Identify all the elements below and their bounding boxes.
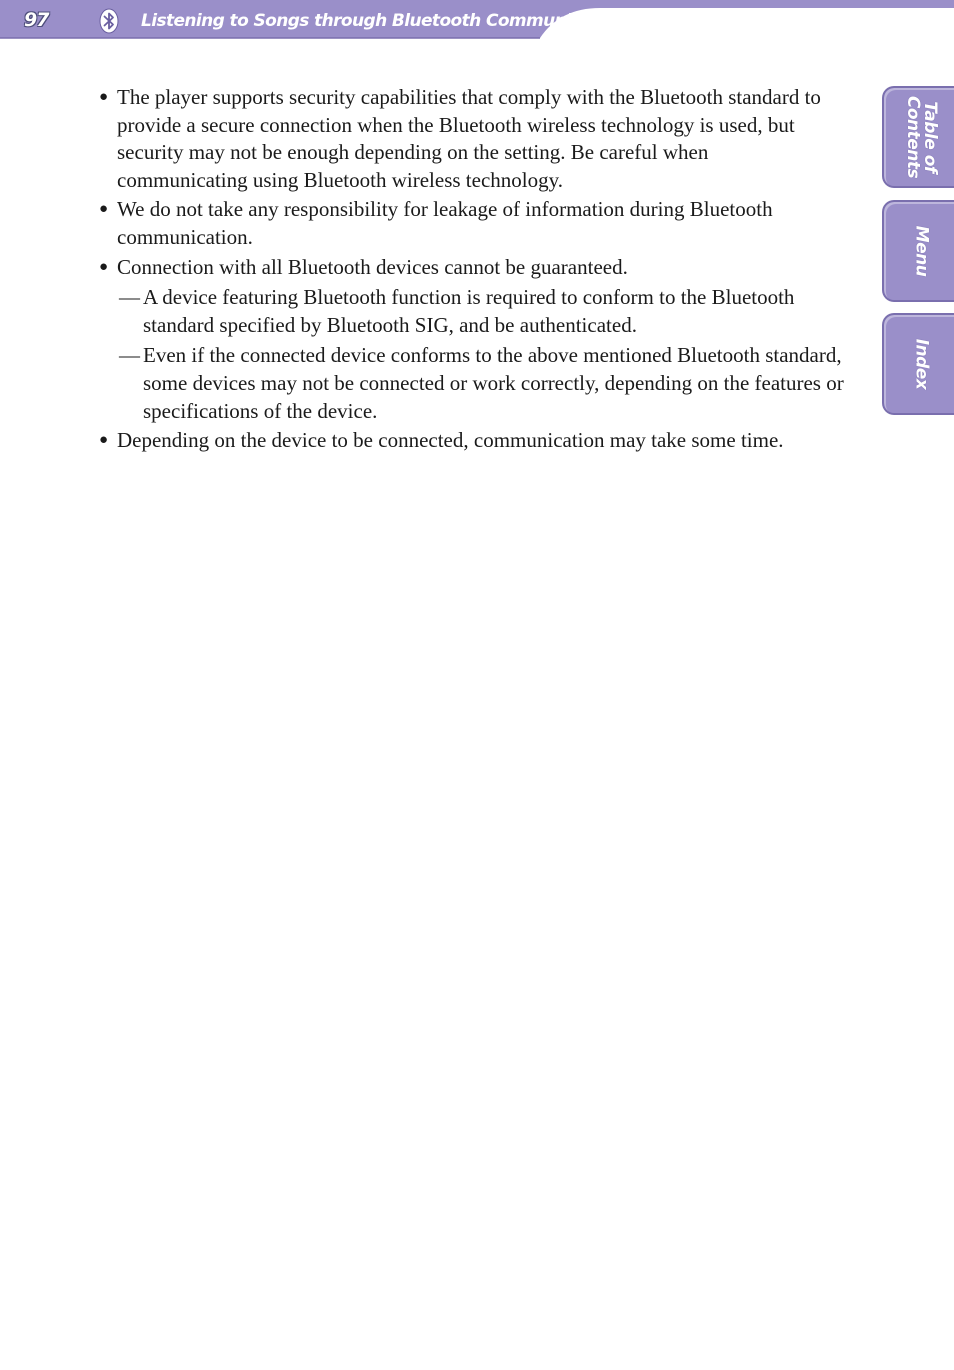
tab-menu-label: Menu	[911, 225, 932, 277]
dash-marker: —	[119, 343, 140, 368]
bullet-marker: ●	[99, 258, 109, 275]
main-content	[99, 84, 844, 457]
list-item-text: The player supports security capabilities that comply with the Bluetooth standard to provide a secure connection when the Bluetooth wireless technology is used, but security may not be enough depending on the setting. Be careful when communicating using Bluetooth wireless technology.	[117, 85, 821, 192]
tab-table-of-contents[interactable]	[882, 86, 954, 188]
bullet-marker: ●	[99, 432, 109, 449]
tab-menu[interactable]	[882, 200, 954, 302]
bullet-marker: ●	[99, 89, 109, 105]
tab-table-of-contents-label: Table of Contents	[903, 95, 940, 179]
sub-list-item-text: A device featuring Bluetooth function is required to conform to the Bluetooth standard specified by Bluetooth SIG, and be authenticated.	[143, 285, 795, 337]
dash-marker: —	[119, 285, 140, 310]
list-item-text: Depending on the device to be connected, communication may take some time.	[117, 428, 784, 453]
list-item-text: We do not take any responsibility for leakage of information during Bluetooth communication.	[117, 197, 773, 249]
tab-index[interactable]	[882, 313, 954, 415]
list-item	[99, 84, 844, 194]
sub-list-item	[99, 342, 844, 425]
list-item	[99, 254, 844, 282]
page-number: 97	[24, 9, 49, 31]
page-header	[0, 0, 954, 40]
header-title: Listening to Songs through Bluetooth Communication	[141, 11, 628, 31]
sub-list-item	[99, 284, 844, 339]
list-item-text: Connection with all Bluetooth devices cannot be guaranteed.	[117, 254, 628, 279]
sub-list-item-text: Even if the connected device conforms to the above mentioned Bluetooth standard, some devices may not be connected or work correctly, depending on the features or specifications of the device.	[143, 343, 844, 423]
list-item	[99, 196, 844, 251]
bluetooth-icon	[98, 8, 120, 34]
tab-index-label: Index	[911, 338, 932, 390]
list-item	[99, 427, 844, 455]
bullet-marker: ●	[99, 201, 109, 218]
